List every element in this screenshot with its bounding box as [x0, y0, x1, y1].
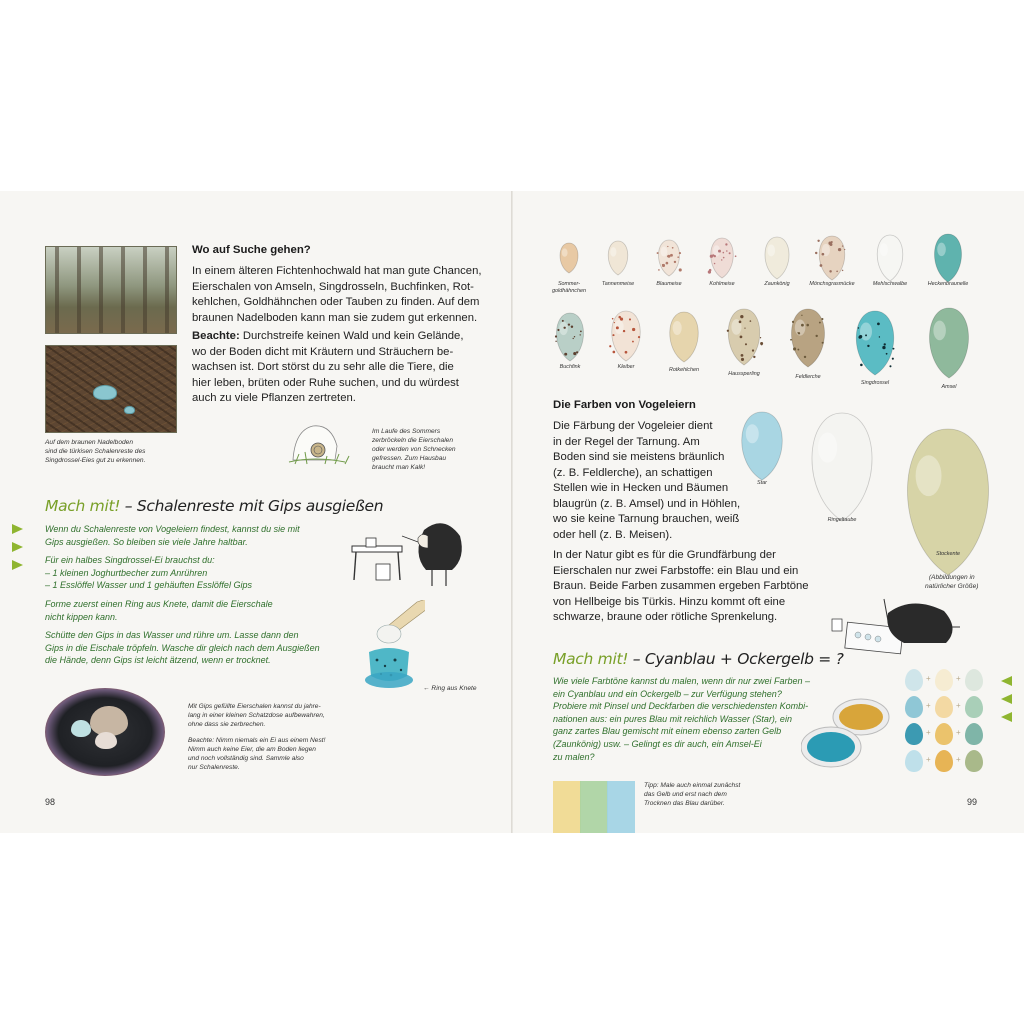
egg-speckle: [820, 264, 823, 267]
mix-swatch: [965, 696, 983, 718]
egg-speckle: [819, 322, 821, 324]
egg-3: [658, 240, 679, 276]
egg-speckle: [760, 337, 761, 338]
egg-2: [608, 241, 628, 275]
triangle-marker-icon: [1001, 712, 1012, 722]
egg-speckle: [879, 336, 880, 337]
egg-speckle: [741, 358, 744, 361]
mix-swatch: [965, 669, 983, 691]
egg-speckle: [632, 328, 635, 331]
egg-highlight: [916, 455, 942, 496]
egg-speckle: [882, 346, 885, 349]
triangle-marker-icon: [1001, 676, 1012, 686]
egg-highlight: [661, 246, 668, 256]
egg-highlight: [933, 321, 945, 341]
egg-label: Ringeltaube: [827, 517, 857, 523]
ring-label: ← Ring aus Knete: [423, 685, 477, 692]
egg-7: [877, 235, 903, 281]
caption-line: natürlicher Größe): [925, 583, 979, 590]
caption-line: Beachte: Nimm niemals ein Ei aus einem Nest!: [188, 737, 326, 744]
egg-speckle: [725, 243, 727, 245]
hedgehog-table-illustration: [348, 514, 468, 590]
photo-caption: [45, 438, 145, 465]
page-number: 99: [967, 797, 978, 807]
egg-speckle: [750, 320, 752, 322]
egg-speckle: [740, 315, 743, 318]
body-line: Boden sind sie meistens bräunlich: [553, 451, 725, 463]
egg-speckle: [892, 348, 894, 350]
egg-speckle: [616, 326, 619, 329]
instruction-line: – 1 Esslöffel Wasser und 1 gehäuften Esslöffel Gips: [45, 580, 252, 591]
egg-speckle: [562, 320, 564, 322]
egg-speckle: [563, 327, 565, 329]
instruction-line: Für ein halbes Singdrossel-Ei brauchst du:: [45, 555, 215, 566]
triangle-marker-icon: [1001, 694, 1012, 704]
hedgehog-painting-illustration: [828, 597, 960, 659]
egg-speckle: [674, 261, 676, 263]
plus-sign-icon: +: [926, 755, 931, 764]
plaster-egg: [71, 720, 91, 737]
caption-line: Trocknen das Blau darüber.: [644, 800, 725, 807]
instruction-line: zu malen?: [553, 751, 595, 762]
egg-speckle: [721, 259, 722, 260]
egg-speckle: [741, 354, 744, 357]
book-spread: [0, 191, 1024, 833]
egg-label: Feldlerche: [795, 374, 821, 380]
egg-speckle: [735, 255, 737, 257]
mix-swatch: [905, 696, 923, 718]
snail-caption: [372, 427, 456, 472]
egg-speckle: [884, 343, 886, 345]
egg-speckle: [892, 358, 894, 360]
egg-label: Zaunkönig: [764, 281, 790, 287]
title-dash: –: [628, 650, 645, 668]
instruction-line: nicht kippen kann.: [45, 611, 118, 622]
egg-speckle: [679, 268, 682, 271]
left-page: [0, 191, 511, 833]
egg-speckle: [638, 336, 640, 338]
plus-sign-icon: +: [956, 701, 961, 710]
caption-line: sind die türkisen Schalenreste des: [45, 448, 146, 455]
egg-speckle: [708, 270, 711, 273]
egg-speckle: [662, 264, 665, 267]
instruction-line: die Hände, denn Gips ist leicht ätzend, wenn er trocknet.: [45, 655, 271, 666]
plaster-egg-illustration: [355, 600, 425, 700]
egg-speckle: [573, 338, 574, 339]
note-label: Beachte:: [192, 330, 240, 342]
mix-swatch: [905, 669, 923, 691]
body-line: kehlchen, Goldhähnchen oder Tauben zu finden. Auf dem: [192, 296, 480, 308]
body-line: auch zu viele Pflanzen zertreten.: [192, 392, 356, 404]
watercolor-swatches: [553, 781, 635, 833]
body-line: wachsen ist. Dort störst du zu sehr alle die Tiere, die: [192, 361, 454, 373]
caption-line: lang in einer kleinen Schatzdose aufbewahren,: [188, 712, 325, 719]
egg-speckle: [614, 322, 615, 323]
egg-speckle: [806, 324, 809, 327]
right-page: [513, 191, 1024, 833]
egg-speckle: [658, 269, 660, 271]
plus-sign-icon: +: [926, 728, 931, 737]
egg-label: Rotkehlchen: [669, 367, 699, 373]
colors-body-2: [553, 548, 833, 626]
egg-speckle: [632, 341, 634, 343]
egg-13: [791, 309, 824, 367]
egg-label: Heckenbraunelle: [927, 281, 969, 287]
eggshell-fragment: [124, 406, 135, 414]
egg-speckle: [677, 256, 679, 258]
colors-body: [553, 419, 753, 543]
egg-speckle: [877, 322, 880, 325]
egg-speckle: [576, 351, 578, 353]
egg-speckle: [714, 263, 716, 265]
egg-highlight: [818, 432, 837, 462]
instruction-line: ganz zartes Blau gemischt mit einem ebenso zarten Gelb: [553, 726, 782, 737]
egg-speckle: [726, 250, 728, 252]
egg-label: Blaumeise: [656, 281, 682, 287]
caption-line: gefressen. Zum Hausbau: [372, 455, 447, 462]
egg-speckle: [822, 253, 825, 256]
plus-sign-icon: +: [956, 755, 961, 764]
body-line: in der Regel der Tarnung. Am: [553, 435, 700, 448]
egg-speckle: [838, 248, 841, 251]
mix-swatch: [935, 750, 953, 772]
egg-speckle: [761, 344, 763, 346]
egg-speckle: [860, 364, 863, 367]
egg-speckle: [580, 331, 582, 333]
plus-sign-icon: +: [956, 674, 961, 683]
search-body: [192, 264, 482, 407]
body-line: Die Färbung der Vogeleier dient: [553, 420, 713, 432]
egg-speckle: [712, 254, 714, 256]
egg-speckle: [718, 250, 721, 253]
egg-label: Mehlschwalbe: [872, 281, 908, 287]
body-line: In der Natur gibt es für die Grundfärbung der: [553, 549, 776, 561]
egg-4: [711, 238, 734, 278]
egg-speckle: [618, 316, 621, 319]
body-line: von Hellbeige bis Türkis. Hinzu kommt oft eine: [553, 595, 786, 608]
egg-label: Sommer- goldhähnchen: [552, 281, 586, 294]
caption-line: oder werden von Schnecken: [372, 446, 456, 453]
egg-speckle: [865, 334, 867, 336]
egg-label: Singdrossel: [860, 380, 890, 386]
egg-speckle: [612, 318, 614, 320]
caption-line: Singdrossel-Eies gut zu erkennen.: [45, 457, 146, 464]
egg-speckle: [753, 356, 755, 358]
egg-speckle: [822, 342, 824, 344]
egg-speckle: [790, 339, 792, 341]
egg-speckle: [623, 330, 625, 332]
egg-label: Tannenmeise: [601, 281, 635, 287]
instruction-line: Gips ausgießen. So bleiben sie viele Jahre haltbar.: [45, 536, 248, 547]
triangle-marker-icon: [12, 542, 23, 552]
body-line: Stellen wie in Hecken und Bäumen: [553, 482, 729, 494]
egg-label: Amsel: [941, 384, 957, 390]
egg-speckle: [797, 349, 799, 351]
egg-highlight: [615, 320, 624, 334]
egg-label: Mönchsgrasmücke: [809, 281, 855, 287]
mix-swatch: [905, 750, 923, 772]
egg-speckle: [729, 252, 731, 254]
egg-speckle: [629, 318, 631, 320]
egg-speckle: [801, 324, 804, 327]
egg-speckle: [555, 341, 556, 342]
caption-line: und noch vollständig sind. Sammle also: [188, 755, 304, 762]
egg-speckle: [568, 324, 570, 326]
mix-swatch: [935, 723, 953, 745]
section-heading: Wo auf Suche gehen?: [192, 244, 311, 256]
body-line: Eierschalen nur zwei Farbstoffe: ein Blau und ein: [553, 564, 799, 577]
mach-mit-label: Mach mit!: [45, 497, 121, 515]
triangle-marker-icon: [12, 524, 23, 534]
treasure-box-photo: [45, 688, 165, 776]
big-egg-2: [812, 413, 872, 521]
body-line: blaugrün (z. B. Amsel) und in Höhlen,: [553, 497, 741, 510]
egg-speckle: [793, 347, 796, 350]
page-number: 98: [45, 797, 56, 807]
eggshell-fragment: [93, 385, 117, 400]
caption-line: nur Schalenreste.: [188, 764, 240, 771]
egg-highlight: [562, 248, 568, 256]
tray-note: [188, 736, 325, 772]
egg-speckle: [886, 353, 888, 355]
snail-eggshell-illustration: [285, 416, 365, 474]
egg-speckle: [667, 246, 668, 247]
triangle-marker-icon: [12, 560, 23, 570]
mix-swatch: [935, 696, 953, 718]
egg-speckle: [752, 349, 754, 351]
instruction-line: Gips in die Eischale tröpfeln. Wasche dir gleich nach dem Ausgießen: [45, 642, 320, 653]
egg-speckle: [612, 334, 614, 336]
caption-line: Nimm auch keine Eier, die am Boden liegen: [188, 746, 316, 753]
caption-line: Tipp: Male auch einmal zunächst: [644, 782, 741, 789]
instruction-line: Forme zuerst einen Ring aus Knete, damit die Eierschale: [45, 598, 273, 609]
activity-title-text: Cyanblau + Ockergelb = ?: [644, 650, 844, 668]
body-line: braunen Nadelboden kann man sie zudem gut erkennen.: [192, 311, 478, 324]
caption-line: Auf dem braunen Nadelboden: [45, 439, 133, 446]
instruction-line: Schütte den Gips in das Wasser und rühre um. Lasse dann den: [45, 630, 299, 641]
egg-speckle: [797, 332, 798, 333]
body-line: (z. B. Feldlerche), an schattigen: [553, 466, 713, 479]
forest-photo: [45, 246, 177, 334]
body-line: hier leben, brüten oder Ruhe suchen, und du würdest: [192, 376, 459, 389]
egg-9: [556, 313, 583, 361]
egg-speckle: [727, 330, 729, 332]
size-note: [925, 573, 979, 591]
cyan-paint: [807, 732, 855, 762]
egg-speckle: [830, 243, 833, 246]
egg-speckle: [739, 321, 742, 324]
body-line: wo sie keine Tarnung brauchen, weiß: [553, 513, 740, 525]
paint-pots-illustration: [801, 697, 893, 779]
caption-line: (Abbildungen in: [928, 574, 975, 581]
egg-speckle: [555, 335, 557, 337]
egg-highlight: [937, 243, 946, 256]
egg-speckle: [745, 343, 747, 345]
egg-speckle: [625, 351, 628, 354]
egg-speckle: [821, 318, 823, 320]
tray-caption: [188, 702, 325, 729]
egg-speckle: [836, 270, 838, 272]
egg-label: Star: [757, 480, 767, 486]
caption-line: Mit Gips gefüllte Eierschalen kannst du jahre-: [188, 703, 321, 710]
egg-speckle: [829, 270, 831, 272]
plaster-egg: [95, 732, 117, 749]
egg-15: [929, 308, 968, 378]
egg-highlight: [610, 247, 616, 257]
body-line: Durchstreife keinen Wald und kein Gelände,: [239, 330, 464, 342]
section-heading: Die Farben von Vogeleiern: [553, 399, 696, 411]
body-line: In einem älteren Fichtenhochwald hat man gute Chancen,: [192, 265, 482, 277]
egg-speckle: [804, 356, 806, 358]
egg-speckle: [679, 252, 681, 254]
mix-swatch: [965, 750, 983, 772]
plus-sign-icon: +: [926, 701, 931, 710]
egg-speckle: [557, 329, 559, 331]
instruction-line: Wenn du Schalenreste von Vogeleiern findest, kannst du sie mit: [45, 524, 300, 534]
egg-speckle: [723, 252, 725, 254]
egg-speckle: [859, 335, 862, 338]
egg-speckle: [817, 240, 819, 242]
mach-mit-label: Mach mit!: [553, 650, 629, 668]
egg-speckle: [657, 252, 659, 254]
egg-speckle: [571, 326, 573, 328]
body-line: wo der Boden dicht mit Kräutern und Sträuchern be-: [192, 345, 454, 358]
egg-speckle: [792, 321, 794, 323]
body-line: schwarze, braune oder rötliche Sprenkelung.: [553, 611, 778, 623]
ochre-paint: [839, 704, 883, 730]
egg-speckle: [844, 249, 845, 250]
egg-highlight: [767, 245, 775, 257]
caption-line: Im Laufe des Sommers: [372, 428, 441, 435]
egg-speckle: [831, 241, 833, 243]
egg-speckle: [564, 353, 567, 356]
color-mix-grid: [905, 669, 985, 779]
egg-highlight: [673, 321, 682, 335]
egg-speckle: [744, 327, 745, 328]
egg-speckle: [842, 270, 844, 272]
egg-speckle: [579, 334, 580, 335]
egg-speckle: [801, 315, 802, 316]
plus-sign-icon: +: [956, 728, 961, 737]
activity-title: [553, 650, 844, 668]
mix-swatch: [965, 723, 983, 745]
egg-highlight: [880, 243, 888, 256]
egg-speckle: [858, 327, 859, 328]
egg-label: Stockente: [936, 551, 960, 557]
body-line: oder hell (z. B. Meisen).: [553, 528, 673, 541]
egg-speckle: [609, 345, 611, 347]
egg-speckle: [740, 336, 743, 339]
instruction-line: – 1 kleinen Joghurtbecher zum Anrühren: [45, 567, 208, 578]
egg-speckle: [666, 262, 669, 265]
activity-title: [45, 497, 383, 515]
egg-speckle: [842, 245, 843, 246]
egg-5: [765, 237, 789, 279]
egg-label: Kohlmeise: [709, 281, 735, 287]
instruction-line: (Zaunkönig) usw. – Gelingt es dir auch, ein Amsel-Ei: [553, 738, 762, 749]
instruction-line: Wie viele Farbtöne kannst du malen, wenn dir nur zwei Farben –: [553, 676, 811, 686]
egg-1: [560, 243, 578, 273]
egg-speckle: [613, 351, 616, 354]
caption-line: braucht man Kalk!: [372, 464, 426, 471]
body-line: Braun. Beide Farben zusammen ergeben Farbtöne: [553, 580, 809, 592]
egg-11: [670, 312, 699, 362]
egg-speckle: [573, 352, 576, 355]
egg-speckle: [815, 252, 817, 254]
instruction-line: nationen aus: ein pures Blau mit reichlich Wasser (Star), ein: [553, 713, 792, 724]
instruction-line: Probiere mit Pinsel und Deckfarben die verschiedensten Kombi-: [553, 701, 809, 712]
activity-instructions: [553, 675, 833, 763]
forest-floor-photo: [45, 345, 177, 433]
egg-speckle: [723, 257, 725, 259]
mix-swatch: [935, 669, 953, 691]
caption-line: zerbröckeln die Eierschalen: [372, 437, 453, 444]
egg-speckle: [815, 335, 817, 337]
egg-speckle: [670, 254, 673, 257]
egg-highlight: [559, 322, 568, 335]
caption-line: das Gelb und erst nach dem: [644, 791, 727, 798]
activity-title-text: Schalenreste mit Gips ausgießen: [136, 497, 384, 515]
title-dash: –: [120, 497, 137, 515]
egg-speckle: [889, 365, 891, 367]
tip-caption: [644, 781, 740, 808]
caption-line: ohne dass sie zerbrechen.: [188, 721, 266, 728]
egg-label: Haussperling: [728, 371, 760, 377]
egg-label: Kleiber: [617, 364, 635, 370]
mix-swatch: [905, 723, 923, 745]
instruction-line: ein Cyanblau und ein Ockergelb – zur Verfügung stehen?: [553, 688, 782, 699]
egg-8: [934, 234, 961, 282]
egg-speckle: [867, 345, 869, 347]
egg-speckle: [667, 255, 669, 257]
egg-speckle: [672, 247, 674, 249]
activity-instructions: [45, 523, 345, 673]
egg-speckle: [574, 336, 575, 337]
plus-sign-icon: +: [926, 674, 931, 683]
body-line: Eierschalen von Amseln, Singdrosseln, Buchfinken, Rot-: [192, 280, 474, 293]
egg-label: Buchfink: [559, 364, 581, 370]
